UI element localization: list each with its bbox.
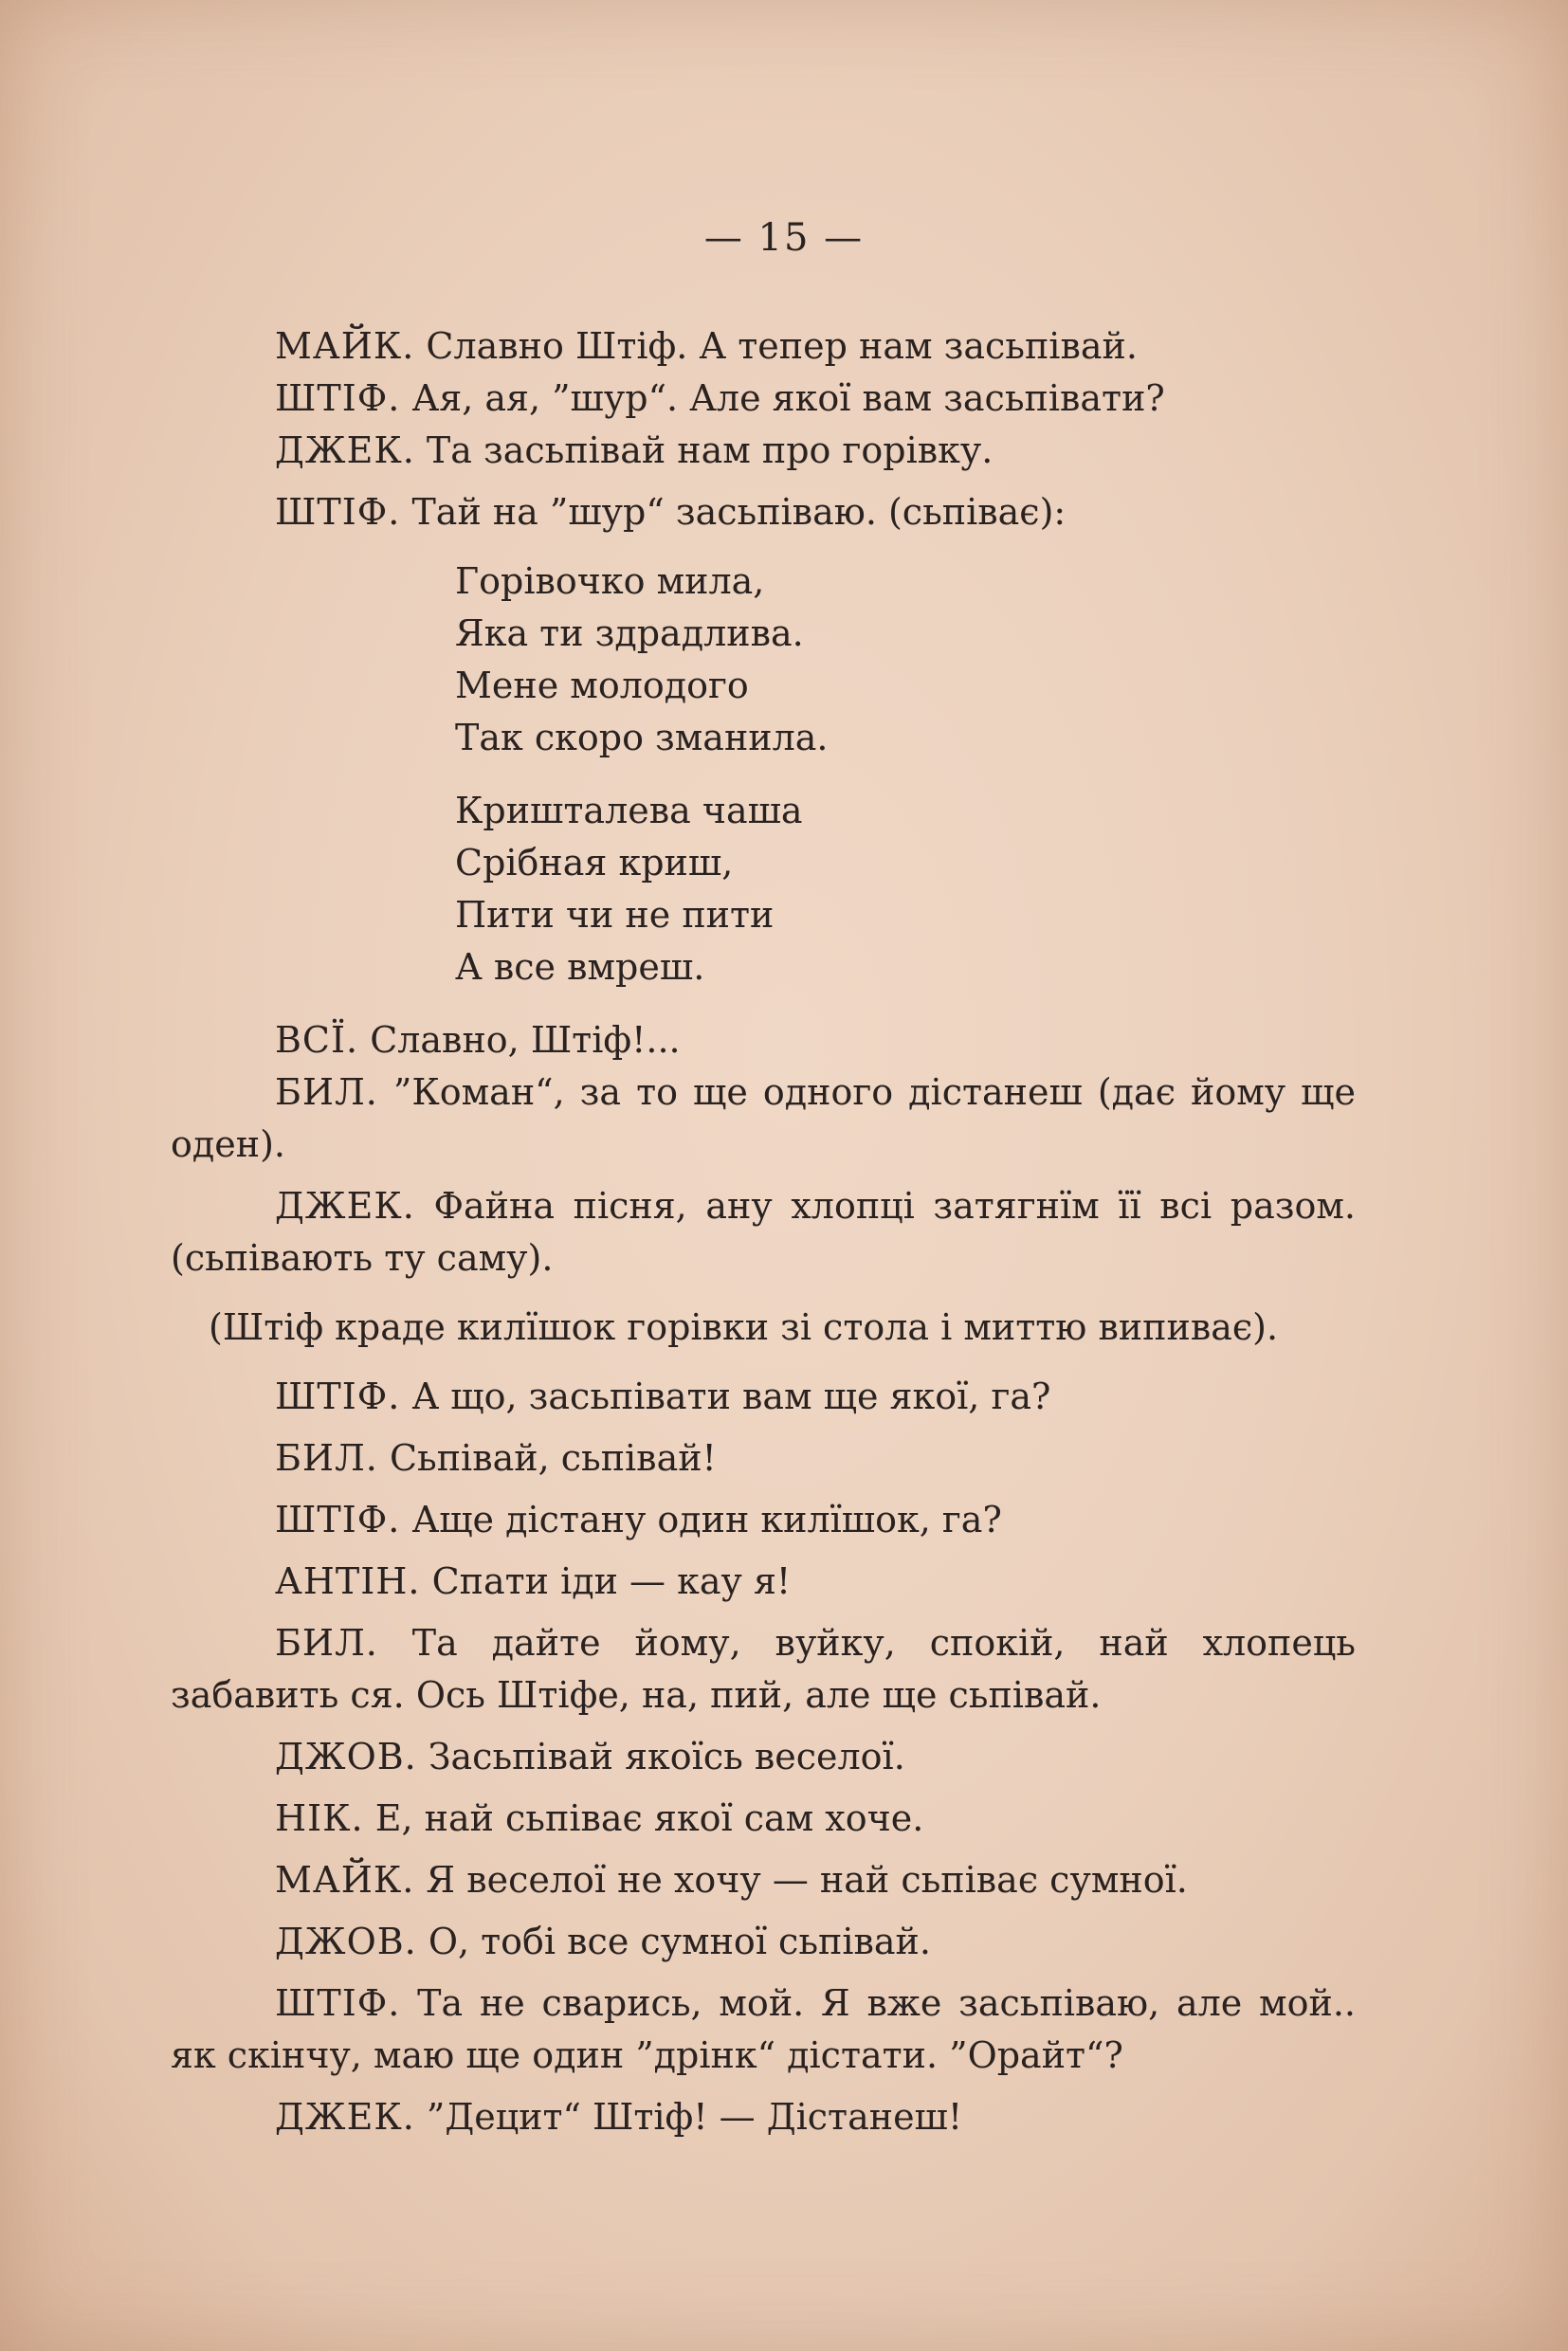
song-line: Яка ти здрадлива. — [455, 612, 804, 654]
dialogue-text: Файна пісня, ану хлопці затягнїм її всі разом. (сьпівають ту саму). — [171, 1185, 1356, 1279]
dialogue-text: ”Коман“, за то ще одного дістанеш (дає йому ще оден). — [171, 1071, 1356, 1165]
song-stanza-2 — [455, 785, 1356, 993]
speaker-name: ШТІФ. — [275, 377, 401, 419]
dialogue-line — [171, 425, 1356, 477]
song-verses — [455, 556, 1356, 993]
dialogue-text: О, тобі все сумної сьпівай. — [428, 1921, 931, 1962]
dialogue-line — [171, 1066, 1356, 1171]
dialogue-line — [171, 1916, 1356, 1968]
dialogue-text: ”Децит“ Штіф! — Дістанеш! — [426, 2096, 963, 2138]
speaker-name: ДЖОВ. — [275, 1921, 417, 1962]
speaker-name: ДЖОВ. — [275, 1736, 417, 1777]
dialogue-text: Та дайте йому, вуйку, спокій, най хлопець забавить ся. Ось Штіфе, на, пий, але ще сьпівай. — [171, 1622, 1356, 1716]
stage-direction: (Штіф краде килїшок горівки зі стола і миттю випиває). — [209, 1306, 1279, 1348]
dialogue-line — [171, 1556, 1356, 1608]
speaker-name: МАЙК. — [275, 1859, 415, 1901]
dialogue-line — [171, 2091, 1356, 2143]
speaker-name: ДЖЕК. — [275, 2096, 415, 2138]
dialogue-line — [171, 1371, 1356, 1423]
dialogue-line — [171, 1014, 1356, 1066]
dialogue-text: А що, засьпівати вам ще якої, га? — [411, 1376, 1051, 1417]
dialogue-text: Славно, Штіф!... — [370, 1019, 681, 1061]
dialogue-text: Е, най сьпіває якої сам хоче. — [374, 1797, 924, 1839]
speaker-name: ВСЇ. — [275, 1019, 359, 1061]
dialogue-text: Та не сварись, мой. Я вже засьпіваю, але мой.. як скінчу, маю ще один ”дрінк“ дістати. ”Орайт“? — [171, 1982, 1356, 2076]
song-line: Срібная криш, — [455, 842, 734, 884]
song-stanza-1 — [455, 556, 1356, 764]
dialogue-text: Ая, ая, ”шур“. Але якої вам засьпівати? — [411, 377, 1165, 419]
song-line: Горівочко мила, — [455, 560, 765, 602]
dialogue-text: Тай на ”шур“ засьпіваю. (сьпіває): — [411, 491, 1067, 533]
page-number: — 15 — — [703, 216, 865, 260]
dialogue-line — [171, 1731, 1356, 1783]
dialogue-text: Я веселої не хочу — най сьпіває сумної. — [426, 1859, 1188, 1901]
dialogue-text: Та засьпівай нам про горівку. — [426, 429, 994, 471]
speaker-name: ШТІФ. — [275, 1982, 401, 2024]
dialogue-text: Славно Штіф. А тепер нам засьпівай. — [426, 325, 1138, 367]
dialogue-text: Засьпівай якоїсь веселої. — [428, 1736, 905, 1777]
song-line: А все вмреш. — [455, 946, 705, 988]
speaker-name: БИЛ. — [275, 1437, 378, 1479]
speaker-name: БИЛ. — [275, 1071, 378, 1113]
speaker-name: ШТІФ. — [275, 1376, 401, 1417]
dialogue-line — [171, 1617, 1356, 1722]
dialogue-text: Сьпівай, сьпівай! — [389, 1437, 717, 1479]
speaker-name: АНТІН. — [275, 1560, 421, 1602]
speaker-name: ДЖЕК. — [275, 1185, 415, 1227]
speaker-name: НІК. — [275, 1797, 364, 1839]
dialogue-line — [171, 1180, 1356, 1285]
song-line: Пити чи не пити — [455, 894, 775, 936]
dialogue-line — [171, 373, 1356, 425]
dialogue-line — [171, 320, 1356, 373]
speaker-name: МАЙК. — [275, 325, 415, 367]
speaker-name: БИЛ. — [275, 1622, 378, 1664]
speaker-name: ШТІФ. — [275, 491, 401, 533]
dialogue-text: Спати іди — кау я! — [431, 1560, 792, 1602]
speaker-name: ДЖЕК. — [275, 429, 415, 471]
dialogue-line — [171, 1854, 1356, 1906]
dialogue-line — [171, 1977, 1356, 2082]
dialogue-line — [171, 1494, 1356, 1546]
song-line: Кришталева чаша — [455, 790, 803, 831]
dialogue-text: Аще дістану один килїшок, га? — [411, 1499, 1002, 1540]
song-line: Мене молодого — [455, 665, 749, 706]
song-line: Так скоро зманила. — [455, 717, 829, 758]
dialogue-line — [171, 1432, 1356, 1485]
dialogue-line — [171, 1793, 1356, 1845]
speaker-name: ШТІФ. — [275, 1499, 401, 1540]
play-text — [171, 320, 1356, 2143]
dialogue-line — [171, 486, 1356, 538]
